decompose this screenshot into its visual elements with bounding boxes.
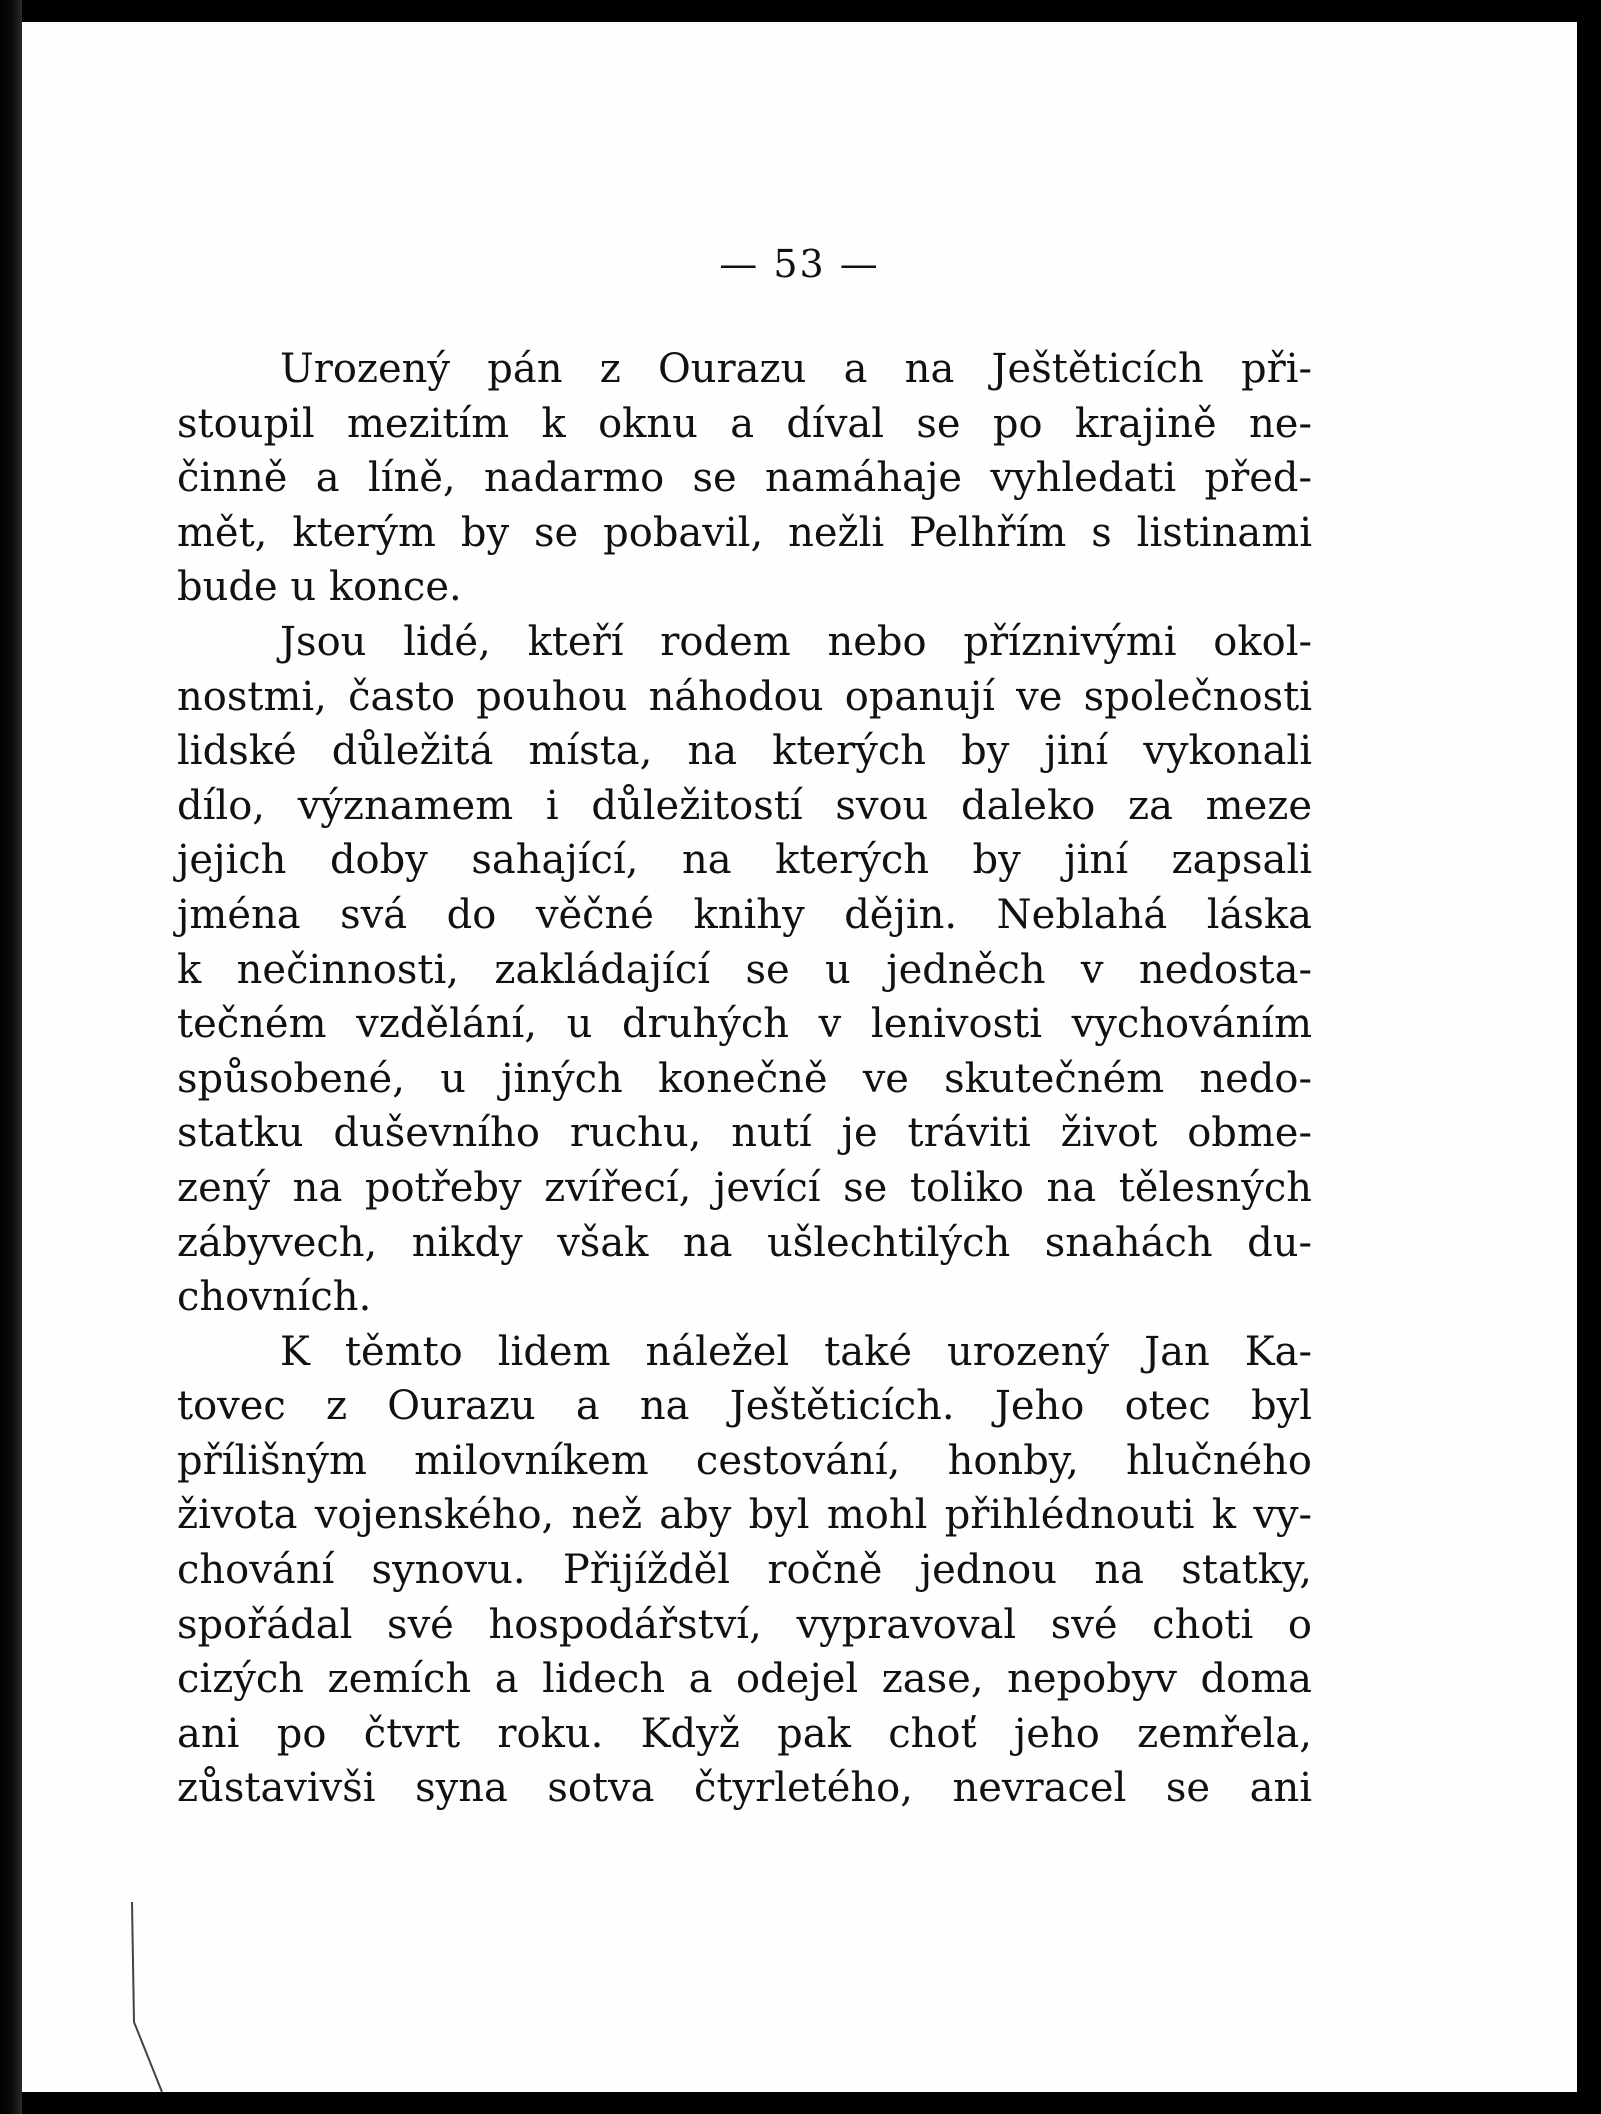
body-text (177, 342, 1312, 1816)
text-line: statku duševního ruchu, nutí je tráviti život obme- (177, 1110, 1312, 1157)
book-page (22, 22, 1577, 2092)
text-line: zený na potřeby zvířecí, jevící se toliko na tělesných (177, 1164, 1312, 1211)
text-line: tečném vzdělání, u druhých v lenivosti vychováním (177, 1001, 1312, 1048)
text-line: zábyvech, nikdy však na ušlechtilých snahách du- (177, 1219, 1312, 1266)
text-line: k nečinnosti, zakládající se u jedněch v nedosta- (177, 946, 1312, 993)
text-line: Urozený pán z Ourazu a na Ještěticích při- (280, 346, 1312, 392)
text-line: ani po čtvrt roku. Když pak choť jeho zemřela, (177, 1710, 1312, 1757)
text-line: dílo, významem i důležitostí svou daleko za meze (177, 782, 1312, 829)
text-line: jejich doby sahající, na kterých by jiní zapsali (177, 837, 1312, 884)
text-line: tovec z Ourazu a na Ještěticích. Jeho otec byl (177, 1383, 1312, 1430)
text-line: mět, kterým by se pobavil, nežli Pelhřím s listinami (177, 509, 1312, 556)
text-line: chování synovu. Přijížděl ročně jednou na statky, (177, 1547, 1312, 1594)
text-line: života vojenského, než aby byl mohl přihlédnouti k vy- (177, 1492, 1312, 1539)
text-line: stoupil mezitím k oknu a díval se po krajině ne- (177, 400, 1312, 447)
text-line: cizých zemích a lidech a odejel zase, nepobyv doma (177, 1656, 1312, 1703)
text-line: spůsobené, u jiných konečně ve skutečném nedo- (177, 1055, 1312, 1102)
text-line: zůstavivši syna sotva čtyrletého, nevracel se ani (177, 1765, 1312, 1812)
text-line: K těmto lidem náležel také urozený Jan Ka- (280, 1328, 1312, 1375)
text-line: nostmi, často pouhou náhodou opanují ve společnosti (177, 673, 1312, 720)
scan-scratch-mark (122, 1902, 182, 2102)
text-line: přílišným milovníkem cestování, honby, hlučného (177, 1437, 1312, 1484)
text-line: činně a líně, nadarmo se namáhaje vyhledati před- (177, 455, 1312, 502)
text-line: Jsou lidé, kteří rodem nebo příznivými okol- (280, 618, 1312, 665)
text-line: chovních. (177, 1274, 372, 1321)
page-number: — 53 — (719, 242, 880, 286)
text-line: bude u konce. (177, 564, 462, 611)
text-line: spořádal své hospodářství, vypravoval své choti o (177, 1601, 1312, 1648)
page-binding-edge (0, 0, 22, 2114)
text-line: jména svá do věčné knihy dějin. Neblahá láska (177, 891, 1312, 938)
text-line: lidské důležitá místa, na kterých by jiní vykonali (177, 728, 1312, 775)
